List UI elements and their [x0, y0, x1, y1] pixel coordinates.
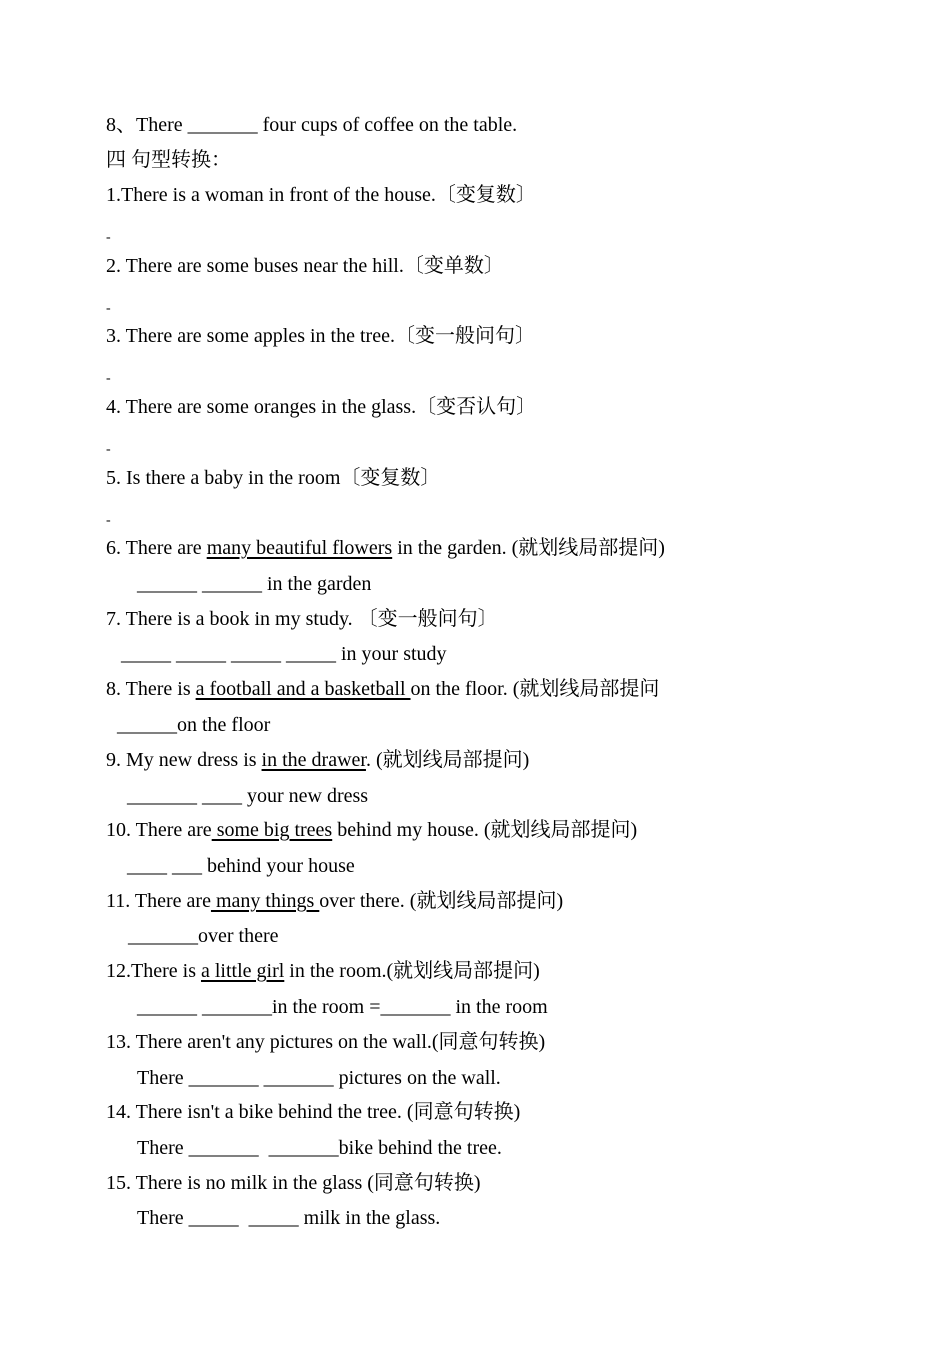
- item-13: 13. There aren't any pictures on the wall.(同意句转换): [106, 1031, 546, 1053]
- item-1: 1.There is a woman in front of the house.〔变复数〕: [106, 184, 536, 206]
- item-10: 10. There are some big trees behind my house. (就划线局部提问): [106, 819, 638, 841]
- underlined-part: many things: [210, 890, 320, 912]
- answer-12: ______ _______in the room =_______ in the room: [137, 996, 548, 1018]
- answer-14: There _______ _______bike behind the tree.: [137, 1137, 502, 1159]
- q8-fill-line: 8、There _______ four cups of coffee on the table.: [106, 114, 518, 136]
- answer-7: _____ _____ _____ _____ in your study: [121, 643, 447, 665]
- item-2: 2. There are some buses near the hill.〔变单数〕: [106, 255, 504, 277]
- answer-dash-1: -: [106, 230, 111, 245]
- underlined-part: some big trees: [211, 819, 333, 841]
- answer-6: ______ ______ in the garden: [137, 573, 372, 595]
- item-4: 4. There are some oranges in the glass.〔变否认句〕: [106, 396, 537, 418]
- answer-13: There _______ _______ pictures on the wall.: [137, 1067, 501, 1089]
- section-title: 四 句型转换：: [106, 149, 231, 171]
- underlined-part: a little girl: [200, 960, 285, 982]
- item-6: 6. There are many beautiful flowers in the garden. (就划线局部提问): [106, 537, 665, 559]
- item-9: 9. My new dress is in the drawer. (就划线局部提问): [106, 749, 530, 771]
- item-5: 5. Is there a baby in the room〔变复数〕: [106, 467, 441, 489]
- item-3: 3. There are some apples in the tree.〔变一般问句〕: [106, 325, 535, 347]
- underlined-part: many beautiful flowers: [206, 537, 393, 559]
- underlined-part: a football and a basketball: [195, 678, 411, 700]
- answer-dash-4: -: [106, 442, 111, 457]
- answer-dash-2: -: [106, 301, 111, 316]
- item-12: 12.There is a little girl in the room.(就划线局部提问): [106, 960, 540, 982]
- item-15: 15. There is no milk in the glass (同意句转换): [106, 1172, 481, 1194]
- answer-dash-5: -: [106, 513, 111, 528]
- answer-dash-3: -: [106, 371, 111, 386]
- answer-15: There _____ _____ milk in the glass.: [137, 1207, 441, 1229]
- answer-8: ______on the floor: [117, 714, 271, 736]
- answer-9: _______ ____ your new dress: [127, 785, 369, 807]
- item-8: 8. There is a football and a basketball on the floor. (就划线局部提问: [106, 678, 660, 700]
- item-14: 14. There isn't a bike behind the tree. (同意句转换): [106, 1101, 521, 1123]
- answer-10: ____ ___ behind your house: [127, 855, 355, 877]
- underlined-part: in the drawer: [261, 749, 366, 771]
- item-11: 11. There are many things over there. (就划线局部提问): [106, 890, 564, 912]
- answer-11: _______over there: [128, 925, 279, 947]
- item-7: 7. There is a book in my study. 〔变一般问句〕: [106, 608, 498, 630]
